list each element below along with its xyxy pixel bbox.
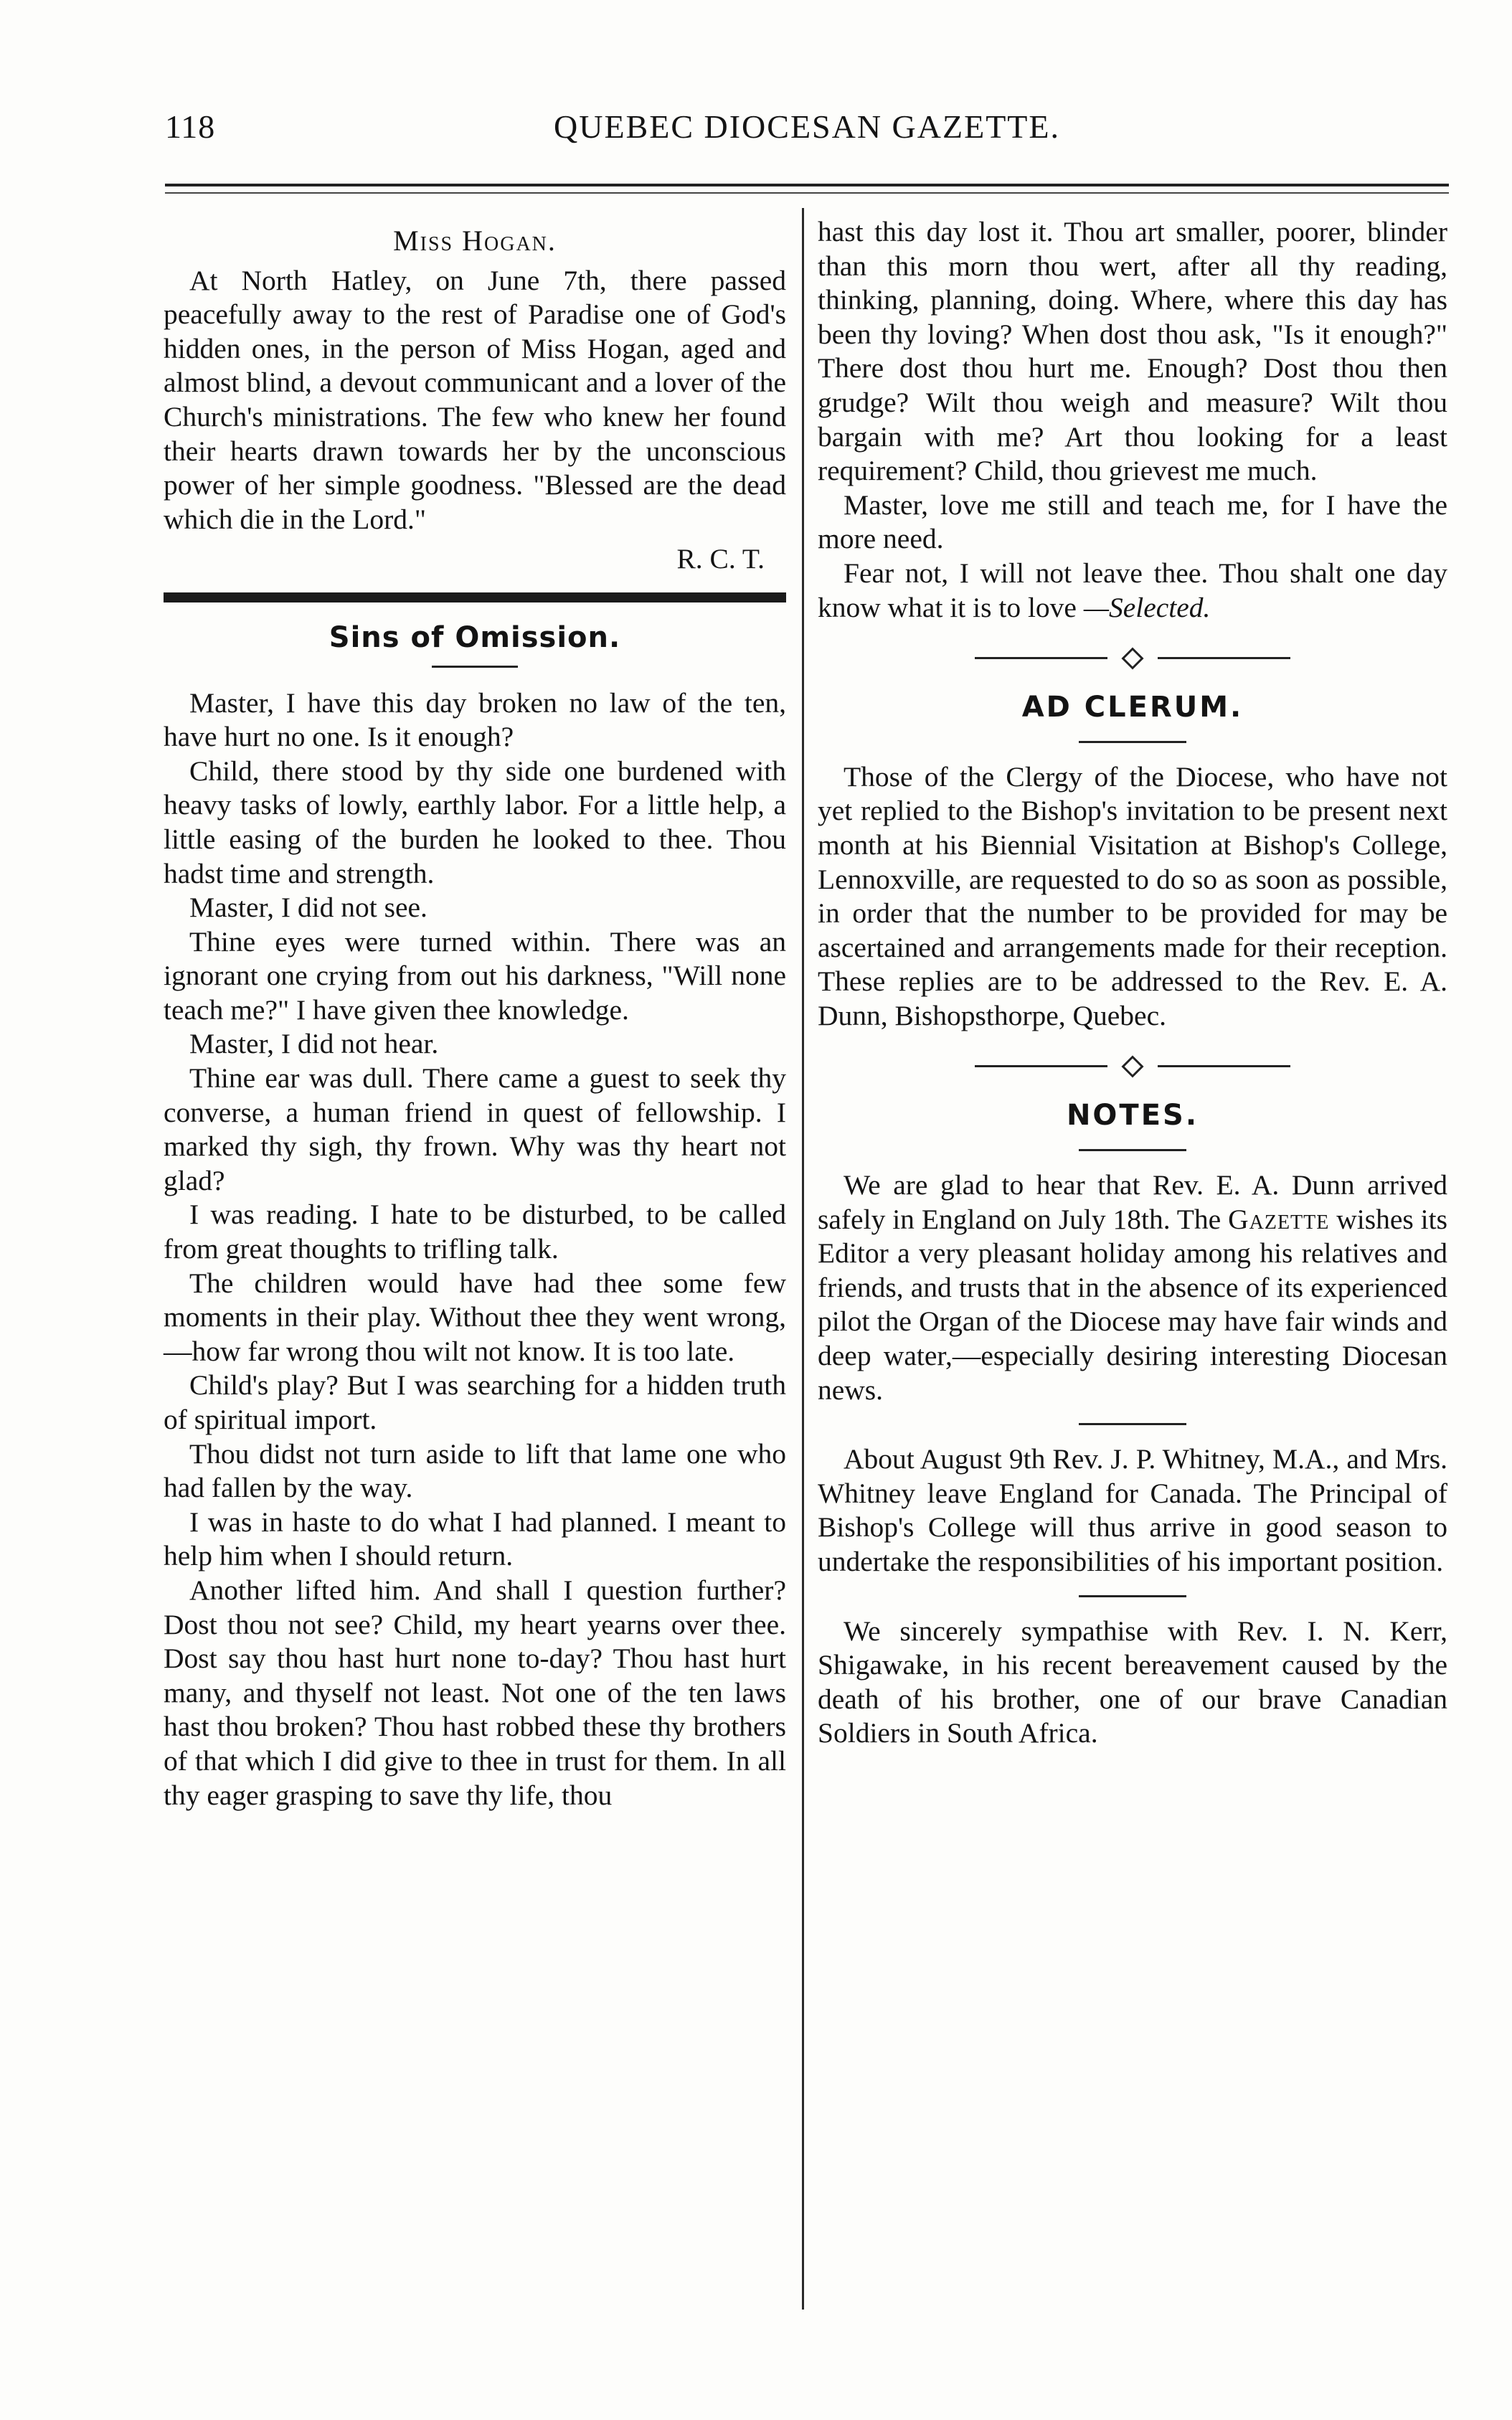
sins-closing-text: Fear not, I will not leave thee. Thou shalt one day know what it is to love [818, 557, 1447, 623]
note-text: We are glad to hear that Rev. E. A. Dunn arrived safely in England on July 18th. The [818, 1169, 1447, 1235]
sins-continuation: hast this day lost it. Thou art smaller, poorer, blinder than this morn thou wert, after all thy reading, thinking, planning, doing. Where, where this day has been thy loving? When dost thou ask, "Is it enough?" There dost thou hurt me. Enough? Dost thou then grudge? Wilt thou weigh and measure? Wilt thou bargain with me? Art thou looking for a least requirement? Child, thou grievest me much. [818, 216, 1447, 487]
gazette-name: Gazette [1228, 1203, 1330, 1235]
sins-paragraph: Thine ear was dull. There came a guest to seek thy converse, a human friend in quest of fellowship. I marked thy sigh, thy frown. Why was thy heart not glad? [164, 1062, 786, 1196]
header-rule-thin [165, 192, 1449, 194]
sins-paragraph: Master, I did not see. [189, 892, 427, 924]
heading-underline [1079, 741, 1186, 743]
diamond-ornament-icon [1121, 1056, 1143, 1078]
ornament-divider [975, 649, 1290, 666]
heading-underline [1079, 1149, 1186, 1151]
notes-heading: NOTES. [1066, 1099, 1199, 1133]
obituary [164, 224, 786, 577]
sins-paragraph: I was in haste to do what I had planned. I meant to help him when I should return. [164, 1506, 786, 1572]
section-divider-thick [164, 592, 786, 602]
note-item: About August 9th Rev. J. P. Whitney, M.A., and Mrs. Whitney leave England for Canada. The Principal of Bishop's College will thus arrive in good season to undertake the responsibilities of his important position. [818, 1443, 1447, 1577]
right-column [818, 215, 1447, 1751]
obituary-title: Miss Hogan. [393, 224, 557, 257]
sins-paragraph: Thine eyes were turned within. There was an ignorant one crying from out his darkness, "Will none teach me?" I have given thee knowledge. [164, 925, 786, 1026]
ad-clerum-heading: AD CLERUM. [1021, 691, 1244, 724]
obituary-body: At North Hatley, on June 7th, there passed peacefully away to the rest of Paradise one of God's hidden ones, in the person of Miss Hogan, aged and almost blind, a devout communicant and a lover of the Church's ministrations. The few who knew her found their hearts drawn towards her by the unconscious power of her simple goodness. "Blessed are the dead which die in the Lord." [164, 264, 786, 535]
diamond-ornament-icon [1121, 648, 1143, 670]
sins-closing [818, 557, 1447, 625]
sins-of-omission-heading: Sins of Omission. [329, 620, 621, 654]
note-separator [1079, 1595, 1186, 1597]
obituary-signature: R. C. T. [676, 543, 765, 575]
left-column [164, 215, 786, 1812]
ornament-divider [975, 1057, 1290, 1074]
note-separator [1079, 1423, 1186, 1425]
sins-paragraph: Thou didst not turn aside to lift that lame one who had fallen by the way. [164, 1437, 786, 1504]
sins-continuation: Master, love me still and teach me, for I have the more need. [818, 488, 1447, 555]
sins-paragraph: The children would have had thee some few moments in their play. Without thee they went wrong,—how far wrong thou wilt not know. It is too late. [164, 1267, 786, 1367]
sins-paragraph: I was reading. I hate to be disturbed, to be called from great thoughts to trifling talk. [164, 1199, 786, 1265]
page-number: 118 [165, 108, 216, 145]
note-text: wishes its Editor a very pleasant holiday among his relatives and friends, and trusts that in the absence of its experienced pilot the Organ of the Diocese may have fair winds and deep water,—especially desiring interesting Diocesan news. [818, 1203, 1448, 1406]
journal-title: QUEBEC DIOCESAN GAZETTE. [554, 108, 1060, 145]
sins-paragraph: Another lifted him. And shall I question further? Dost thou not see? Child, my heart yearns over thee. Dost say thou hast hurt none to-day? Thou hast hurt many, and thyself not least. Not one of the ten laws hast thou broken? Thou hast robbed these thy brothers of that which I did give to thee in trust for them. In all thy eager grasping to save thy life, thou [164, 1574, 786, 1811]
running-head [165, 108, 1449, 165]
column-divider [802, 208, 804, 2310]
heading-underline [432, 666, 518, 668]
header-rule [165, 184, 1449, 186]
sins-paragraph: Master, I have this day broken no law of the ten, have hurt no one. Is it enough? [164, 686, 786, 753]
sins-paragraph: Child's play? But I was searching for a hidden truth of spiritual import. [164, 1369, 786, 1435]
sins-paragraph: Child, there stood by thy side one burdened with heavy tasks of lowly, earthly labor. For a little help, a little easing of the burden he looked to thee. Thou hadst time and strength. [164, 755, 786, 889]
note-item [818, 1168, 1447, 1407]
sins-paragraph: Master, I did not hear. [189, 1028, 439, 1060]
ad-clerum-body: Those of the Clergy of the Diocese, who have not yet replied to the Bishop's invitation to be present next month at his Biennial Visitation at Bishop's College, Lennoxville, are requested to do so as soon as possible, in order that the number to be provided for may be ascertained and arrangements made for their reception. These replies are to be addressed to the Rev. E. A. Dunn, Bishopsthorpe, Quebec. [818, 760, 1447, 1031]
sins-attribution: —Selected. [1083, 591, 1211, 623]
note-item: We sincerely sympathise with Rev. I. N. Kerr, Shigawake, in his recent bereavement caused by the death of his brother, one of our brave Canadian Soldiers in South Africa. [818, 1615, 1447, 1749]
